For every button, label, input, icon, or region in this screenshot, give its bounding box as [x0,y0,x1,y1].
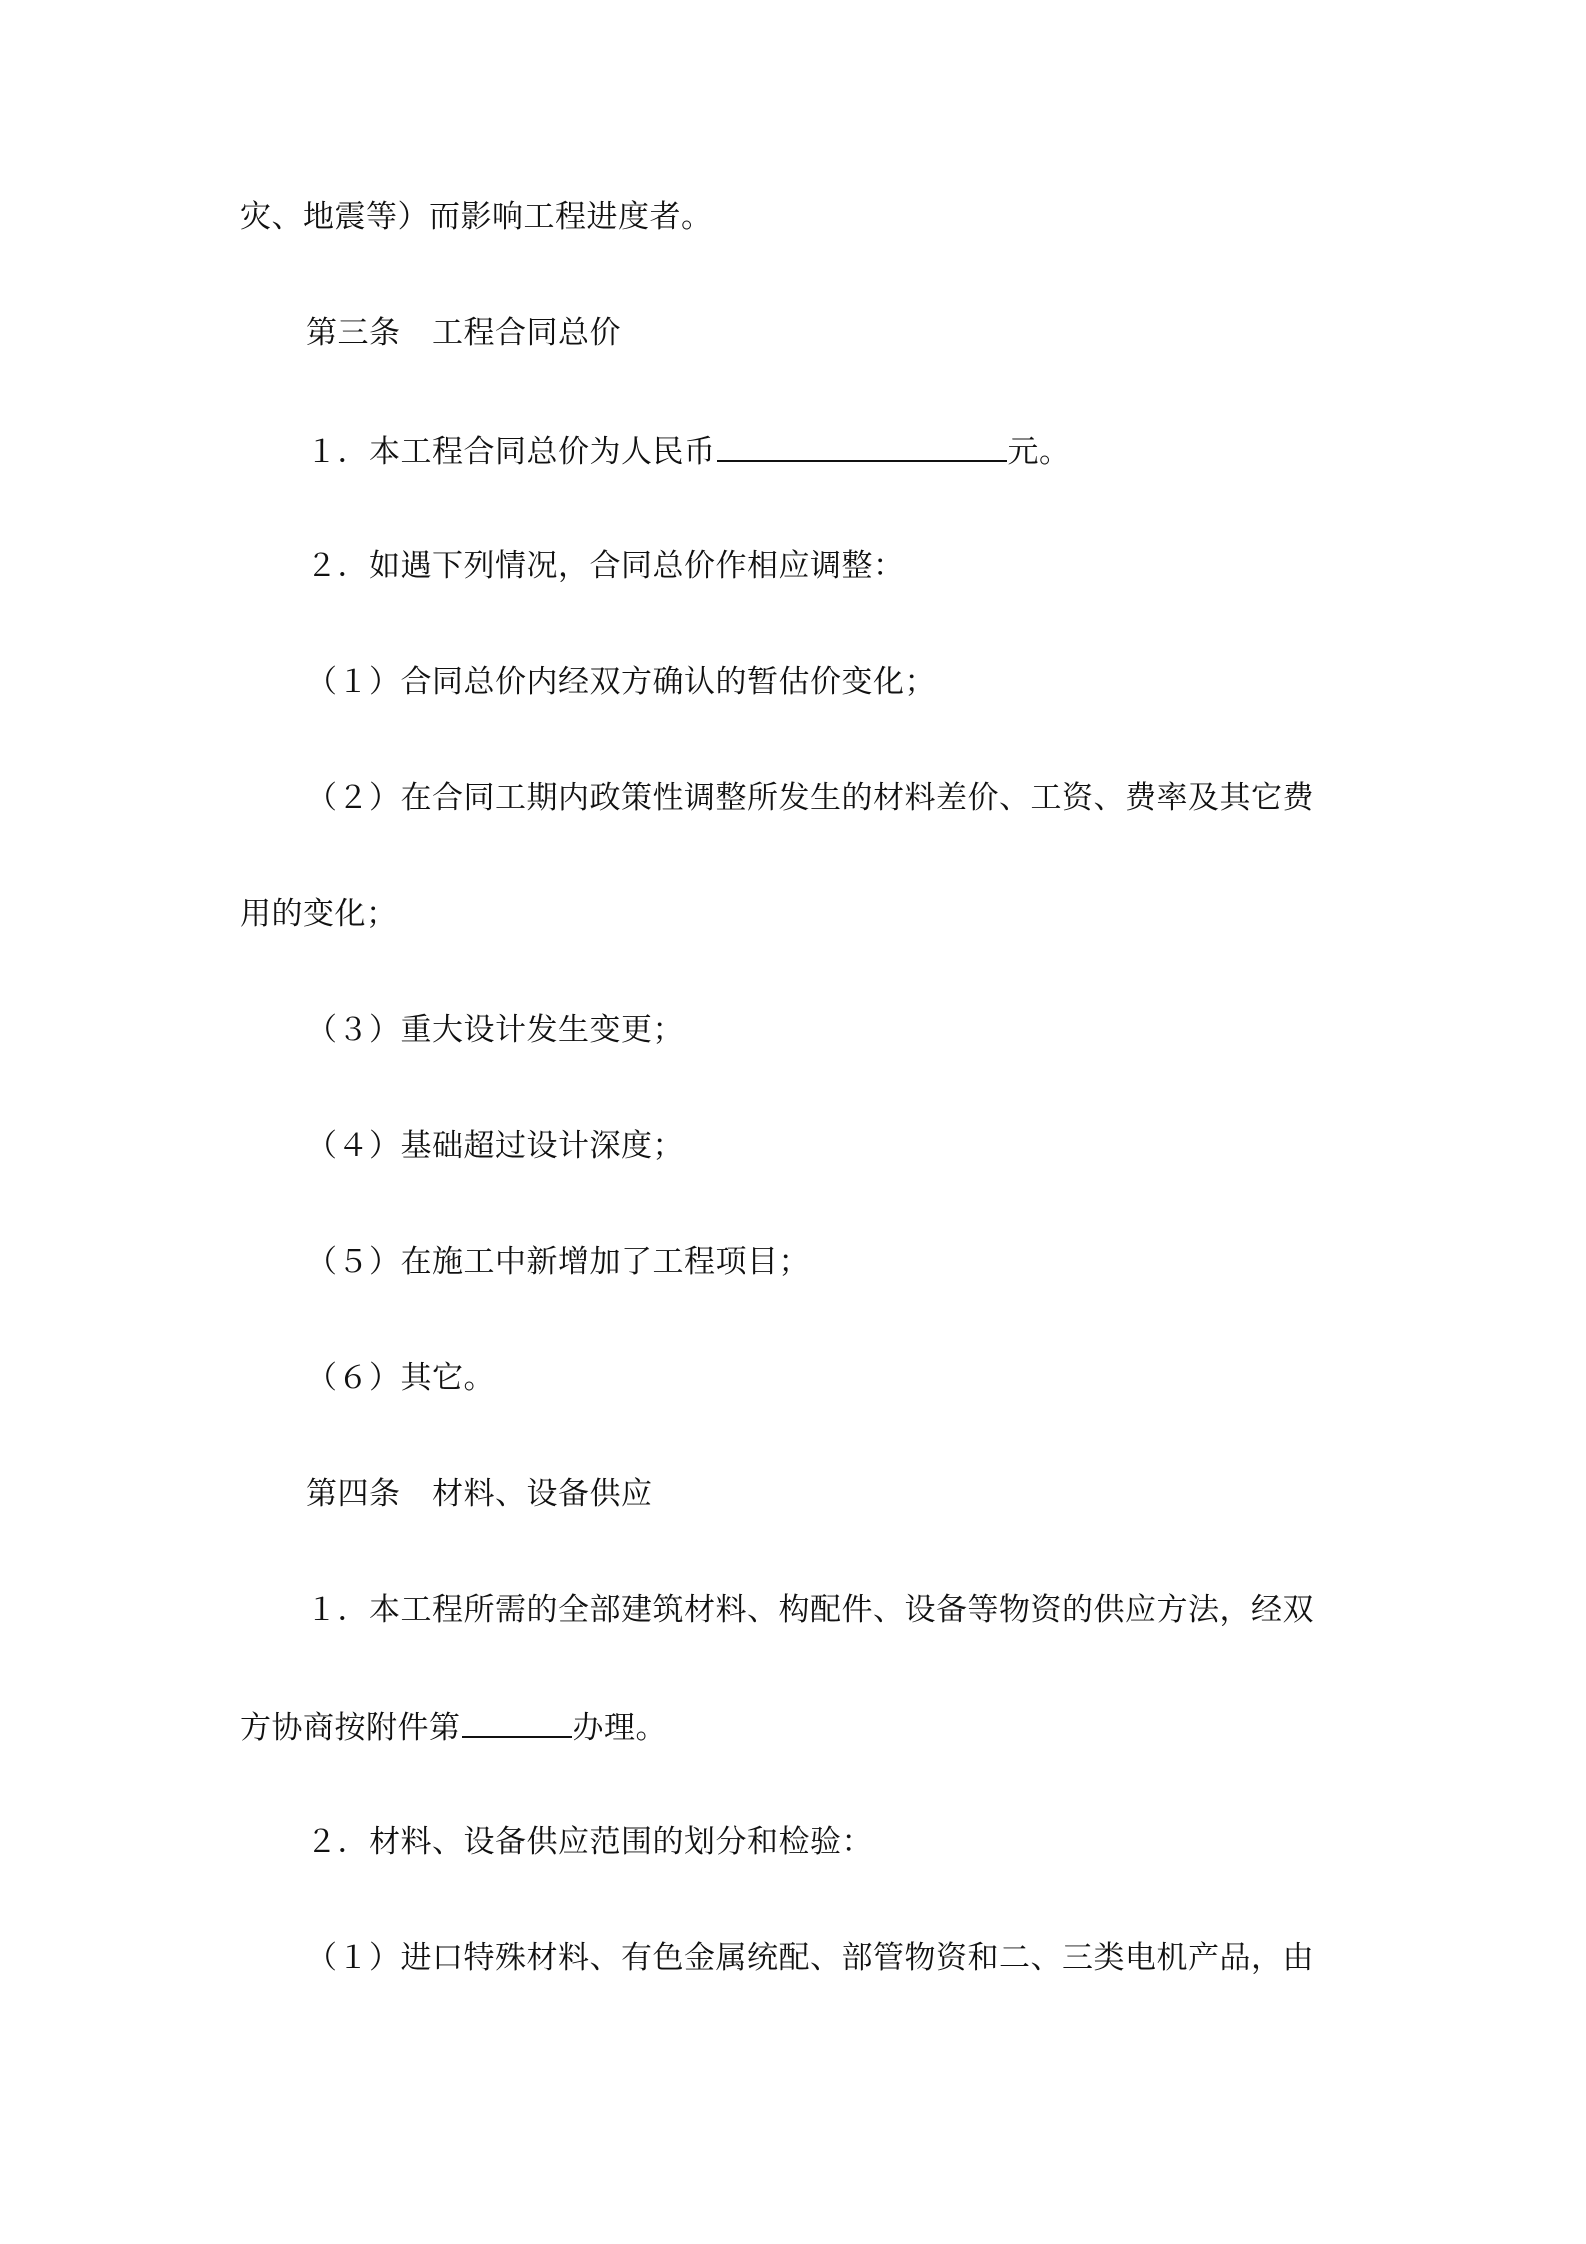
clause-text: 元。 [1007,434,1071,470]
article-4-clause-1: １．本工程所需的全部建筑材料、构配件、设备等物资的供应方法，经双 [306,1592,1314,1628]
article-4-item-1: （１）进口特殊材料、有色金属统配、部管物资和二、三类电机产品，由 [306,1940,1314,1976]
clause-text: １．本工程合同总价为人民币 [306,434,716,470]
article-3-item-4: （４）基础超过设计深度； [306,1128,684,1164]
article-3-item-1: （１）合同总价内经双方确认的暂估价变化； [306,664,936,700]
clause-text: 方协商按附件第 [240,1710,461,1746]
appendix-number-blank-field[interactable] [462,1706,572,1738]
article-3-item-5: （５）在施工中新增加了工程项目； [306,1244,810,1280]
article-3-clause-1 [306,430,1071,472]
article-3-clause-2: ２．如遇下列情况，合同总价作相应调整： [306,548,905,584]
amount-blank-field[interactable] [717,430,1007,462]
article-3-item-2: （２）在合同工期内政策性调整所发生的材料差价、工资、费率及其它费 [306,780,1314,816]
article-4-clause-1-continued [240,1706,667,1748]
article-3-item-6: （６）其它。 [306,1360,495,1396]
article-3-heading: 第三条 工程合同总价 [306,315,621,351]
article-3-item-3: （３）重大设计发生变更； [306,1012,684,1048]
paragraph-line: 灾、地震等）而影响工程进度者。 [240,199,713,235]
article-4-clause-2: ２．材料、设备供应范围的划分和检验： [306,1824,873,1860]
article-4-heading: 第四条 材料、设备供应 [306,1476,653,1512]
article-3-item-2-continued: 用的变化； [240,896,398,932]
clause-text: 办理。 [572,1710,667,1746]
